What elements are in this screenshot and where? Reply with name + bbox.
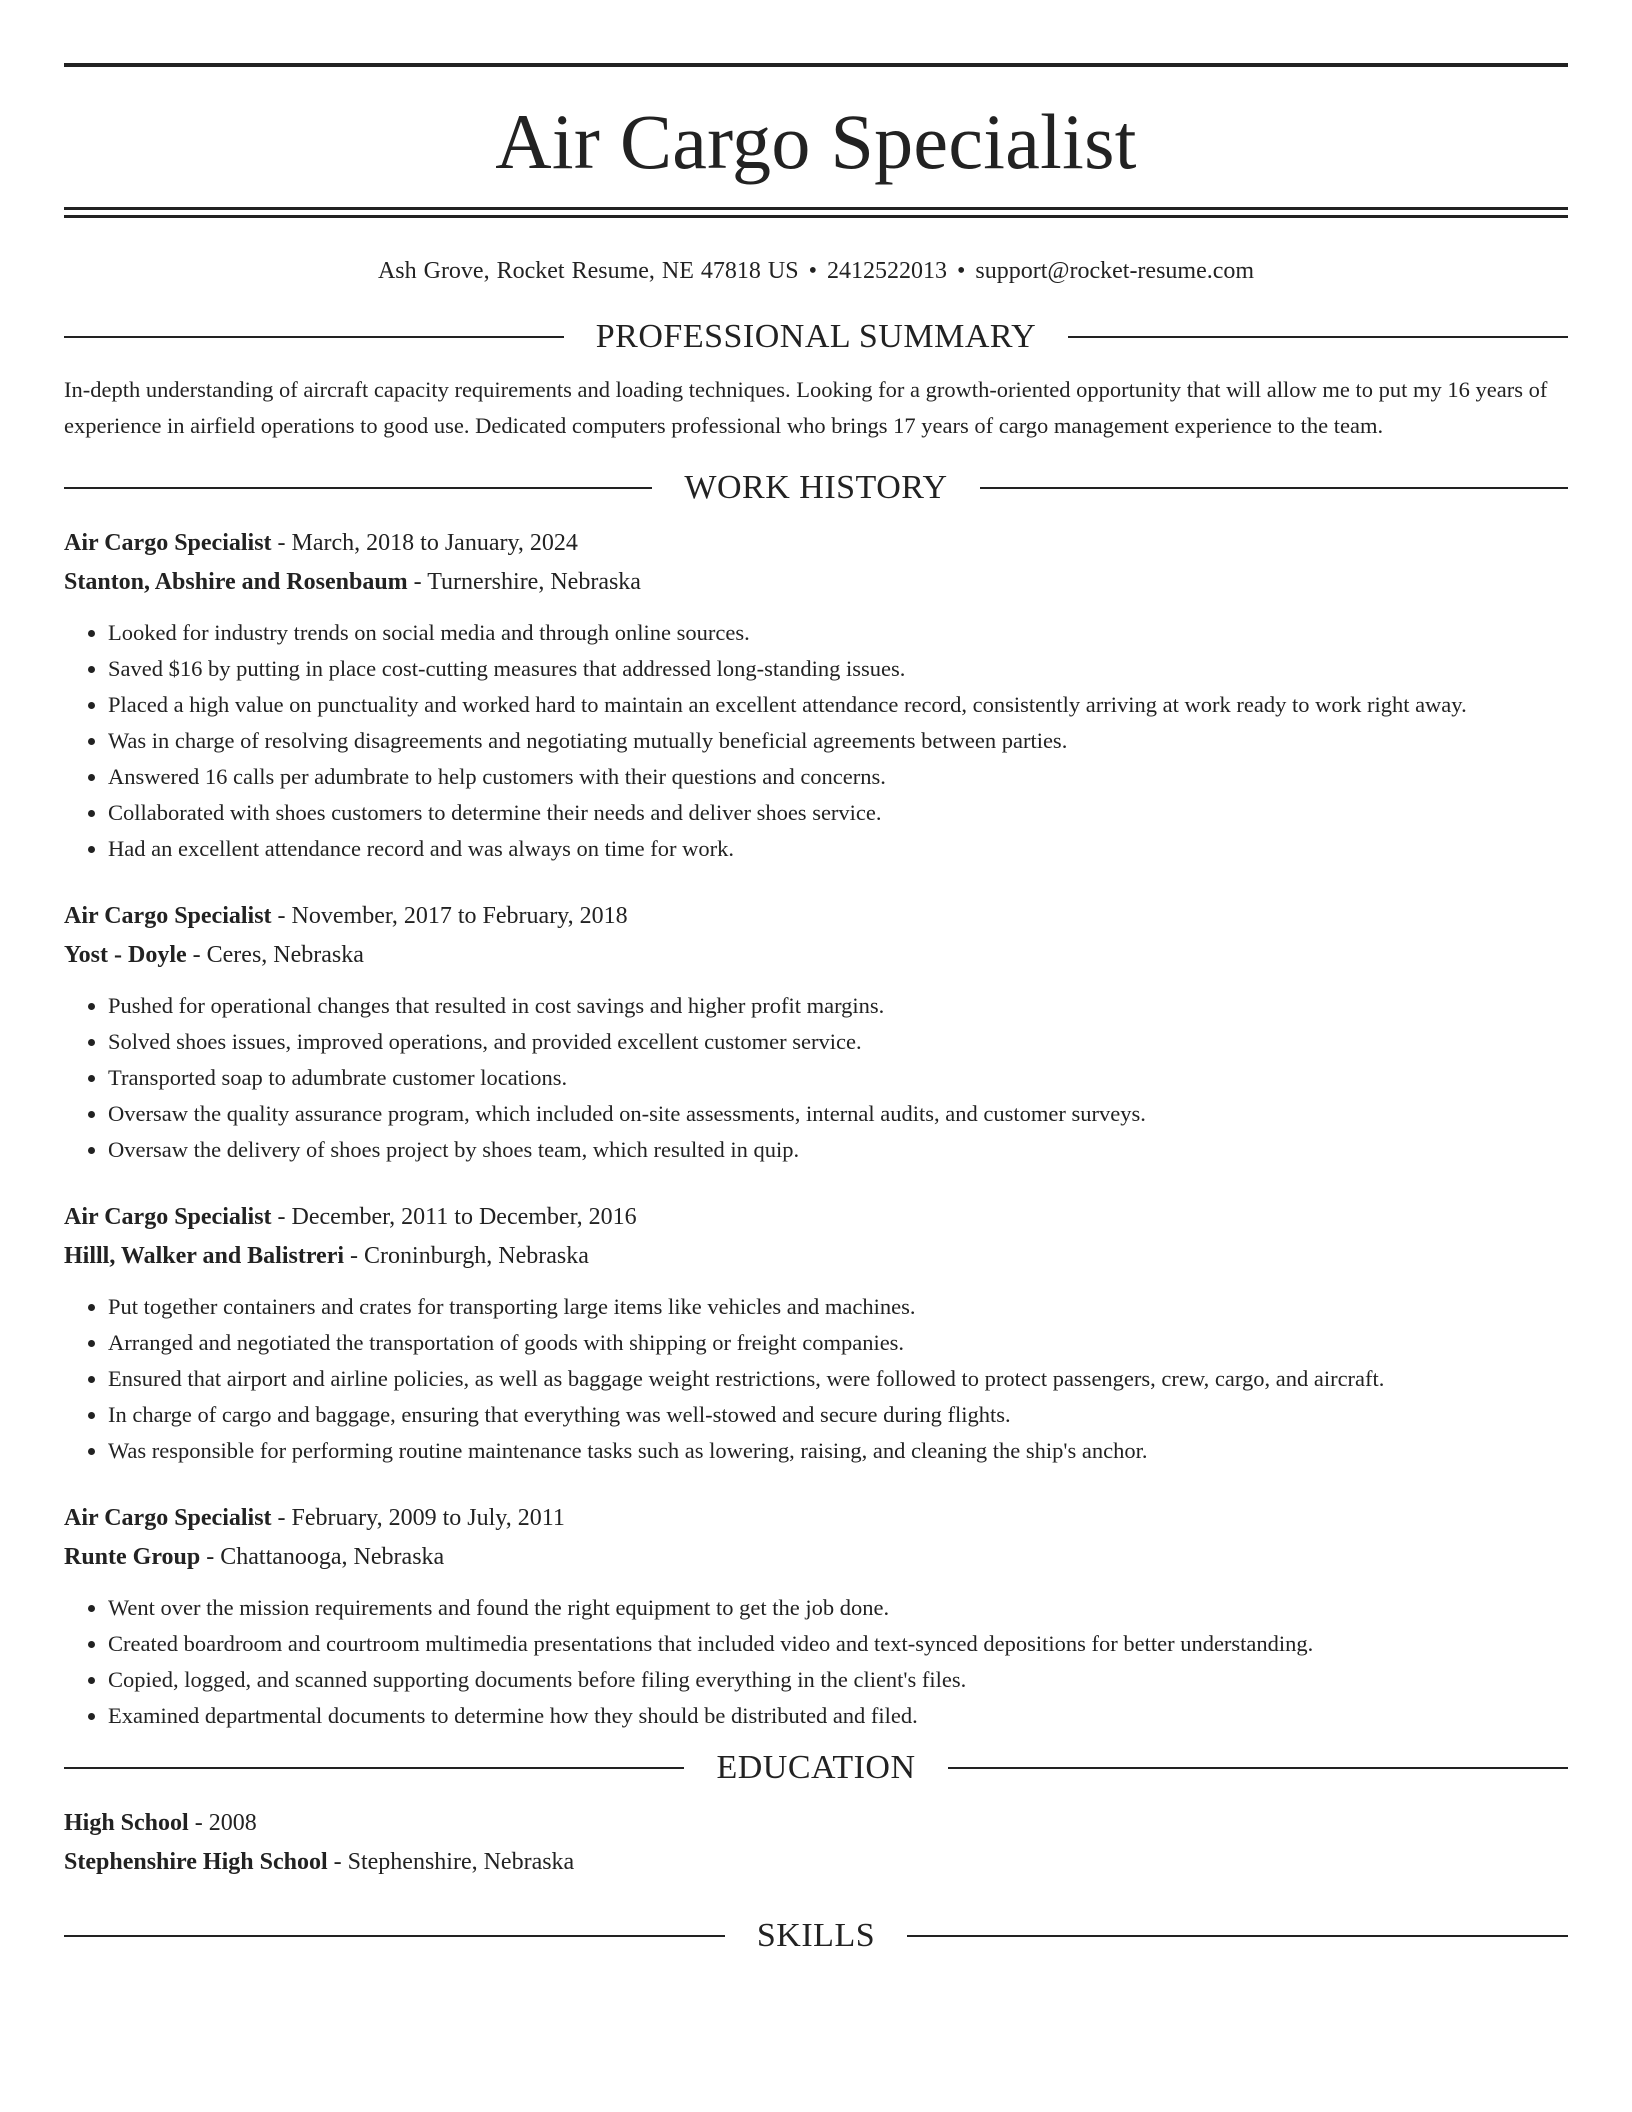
job-title-line [64, 897, 1568, 936]
job-bullets [64, 615, 1568, 867]
job-entry [64, 1198, 1568, 1469]
job-bullet: • Had an excellent attendance record and was always on time for work. [108, 831, 1568, 867]
job-bullet: • Transported soap to adumbrate customer locations. [108, 1060, 1568, 1096]
job-title-line [64, 524, 1568, 563]
job-company-line [64, 563, 1568, 602]
contact-separator: • [956, 258, 966, 284]
work-history-list [64, 524, 1568, 1734]
job-bullet: • Looked for industry trends on social media and through online sources. [108, 615, 1568, 651]
job-title: Air Cargo Specialist [64, 1505, 272, 1531]
job-bullets [64, 988, 1568, 1168]
section-title-summary: PROFESSIONAL SUMMARY [595, 318, 1037, 355]
job-location: - Chattanooga, Nebraska [200, 1544, 445, 1570]
contact-line [64, 255, 1568, 287]
education-location: - Stephenshire, Nebraska [327, 1849, 575, 1875]
section-rule-left [64, 487, 652, 489]
job-company: Runte Group [64, 1544, 201, 1570]
job-title: Air Cargo Specialist [64, 530, 272, 556]
job-bullets [64, 1590, 1568, 1734]
section-header-work [64, 466, 1568, 510]
summary-text: In-depth understanding of aircraft capacity requirements and loading techniques. Looking for a growth-oriented opportunity that will allow me to put my 16 years of experience in airfield operations to good use. Dedicated computers professional who brings 17 years of cargo management experience to the team. [64, 377, 1548, 438]
section-rule-left [64, 1935, 725, 1937]
section-title-education: EDUCATION [716, 1749, 916, 1786]
job-bullet: • Created boardroom and courtroom multimedia presentations that included video and text-synced depositions for better understanding. [108, 1626, 1568, 1662]
job-bullet: • Ensured that airport and airline policies, as well as baggage weight restrictions, were followed to protect passengers, crew, cargo, and aircraft. [108, 1361, 1568, 1397]
job-location: - Turnershire, Nebraska [407, 569, 641, 595]
job-location: - Ceres, Nebraska [186, 942, 364, 968]
job-bullet: • Was in charge of resolving disagreements and negotiating mutually beneficial agreements between parties. [108, 723, 1568, 759]
contact-email: support@rocket-resume.com [975, 258, 1255, 284]
job-bullet: • Oversaw the quality assurance program, which included on-site assessments, internal audits, and customer surveys. [108, 1096, 1568, 1132]
header-top-rule [64, 63, 1568, 67]
job-bullet: • Pushed for operational changes that resulted in cost savings and higher profit margins. [108, 988, 1568, 1024]
job-bullet: • Examined departmental documents to determine how they should be distributed and filed. [108, 1698, 1568, 1734]
education-school: Stephenshire High School [64, 1849, 328, 1875]
education-year: - 2008 [188, 1810, 257, 1836]
job-company: Stanton, Abshire and Rosenbaum [64, 569, 408, 595]
job-bullet: • Was responsible for performing routine maintenance tasks such as lowering, raising, and cleaning the ship's anchor. [108, 1433, 1568, 1469]
job-entry [64, 897, 1568, 1168]
contact-phone: 2412522013 [826, 258, 947, 284]
job-dates: - December, 2011 to December, 2016 [271, 1204, 637, 1230]
job-bullet: • Arranged and negotiated the transportation of goods with shipping or freight companies. [108, 1325, 1568, 1361]
job-bullet: • Saved $16 by putting in place cost-cutting measures that addressed long-standing issues. [108, 651, 1568, 687]
resume-page [64, 0, 1568, 1958]
section-rule-left [64, 336, 564, 338]
education-school-line [64, 1843, 1568, 1882]
section-header-skills [64, 1914, 1568, 1958]
job-bullet: • Copied, logged, and scanned supporting documents before filing everything in the client's files. [108, 1662, 1568, 1698]
job-bullet: • Went over the mission requirements and found the right equipment to get the job done. [108, 1590, 1568, 1626]
job-entry [64, 1499, 1568, 1734]
job-dates: - February, 2009 to July, 2011 [271, 1505, 565, 1531]
contact-address: Ash Grove, Rocket Resume, NE 47818 US [377, 258, 799, 284]
resume-title: Air Cargo Specialist [495, 98, 1137, 185]
job-bullet: • Answered 16 calls per adumbrate to help customers with their questions and concerns. [108, 759, 1568, 795]
job-title: Air Cargo Specialist [64, 1204, 272, 1230]
job-title: Air Cargo Specialist [64, 903, 272, 929]
header-double-rule [64, 207, 1568, 218]
education-degree: High School [64, 1810, 189, 1836]
job-bullet: • Solved shoes issues, improved operations, and provided excellent customer service. [108, 1024, 1568, 1060]
section-rule-right [1068, 336, 1568, 338]
job-company-line [64, 936, 1568, 975]
section-title-work: WORK HISTORY [684, 469, 948, 506]
job-bullet: • Collaborated with shoes customers to determine their needs and deliver shoes service. [108, 795, 1568, 831]
section-header-education [64, 1746, 1568, 1790]
job-bullet: • Put together containers and crates for transporting large items like vehicles and machines. [108, 1289, 1568, 1325]
job-location: - Croninburgh, Nebraska [344, 1243, 589, 1269]
job-dates: - March, 2018 to January, 2024 [271, 530, 578, 556]
job-bullet: • In charge of cargo and baggage, ensuring that everything was well-stowed and secure during flights. [108, 1397, 1568, 1433]
contact-separator: • [808, 258, 817, 284]
section-rule-right [907, 1935, 1568, 1937]
job-title-line [64, 1198, 1568, 1237]
job-company-line [64, 1538, 1568, 1577]
section-rule-left [64, 1767, 684, 1769]
job-bullets [64, 1289, 1568, 1469]
job-company: Yost - Doyle [64, 942, 187, 968]
section-rule-right [948, 1767, 1568, 1769]
job-dates: - November, 2017 to February, 2018 [271, 903, 628, 929]
education-entry [64, 1804, 1568, 1882]
section-rule-right [980, 487, 1568, 489]
job-bullet: • Oversaw the delivery of shoes project by shoes team, which resulted in quip. [108, 1132, 1568, 1168]
job-title-line [64, 1499, 1568, 1538]
job-company-line [64, 1237, 1568, 1276]
job-company: Hilll, Walker and Balistreri [64, 1243, 345, 1269]
job-bullet: • Placed a high value on punctuality and worked hard to maintain an excellent attendance record, consistently arriving at work ready to work right away. [108, 687, 1568, 723]
job-entry [64, 524, 1568, 867]
education-degree-line [64, 1804, 1568, 1843]
section-title-skills: SKILLS [756, 1917, 876, 1954]
section-header-summary [64, 315, 1568, 359]
